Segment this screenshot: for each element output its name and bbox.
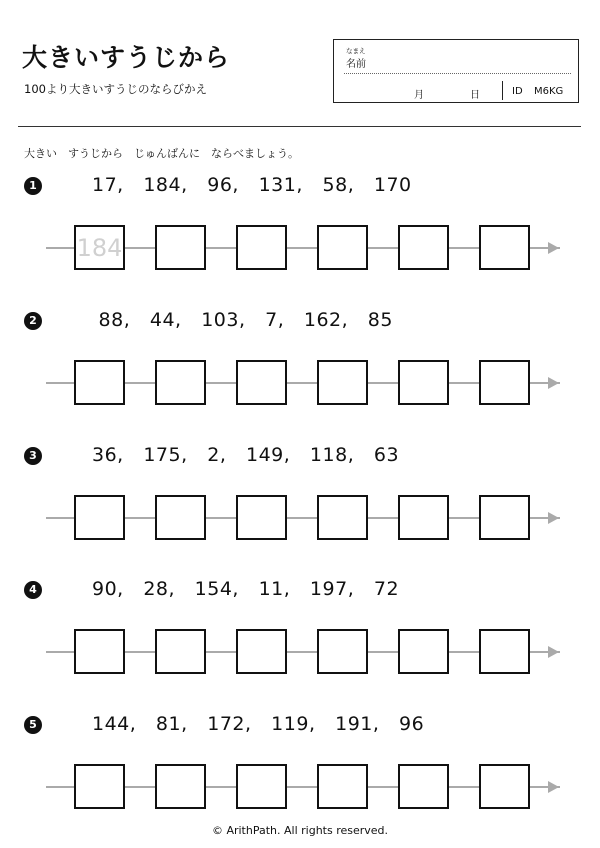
answer-box-5[interactable] bbox=[398, 764, 449, 809]
arrow-head bbox=[548, 377, 559, 389]
answer-box-1[interactable] bbox=[74, 764, 125, 809]
problem-2 bbox=[0, 305, 600, 405]
problem-number-badge: 3 bbox=[24, 447, 42, 465]
problem-numbers: 88, 44, 103, 7, 162, 85 bbox=[92, 309, 393, 331]
answer-box-6[interactable] bbox=[479, 495, 530, 540]
example-answer: 184 bbox=[76, 234, 123, 262]
problem-number-badge: 5 bbox=[24, 716, 42, 734]
page-title: 大きいすうじから bbox=[22, 43, 231, 72]
problem-numbers: 36, 175, 2, 149, 118, 63 bbox=[92, 444, 400, 466]
problem-number-badge: 1 bbox=[24, 177, 42, 195]
answer-box-2[interactable] bbox=[155, 764, 206, 809]
arrow-head bbox=[548, 646, 559, 658]
answer-box-4[interactable] bbox=[317, 764, 368, 809]
problem-number-badge: 2 bbox=[24, 312, 42, 330]
answer-box-5[interactable] bbox=[398, 225, 449, 270]
answer-box-1[interactable] bbox=[74, 629, 125, 674]
answer-box-2[interactable] bbox=[155, 360, 206, 405]
page-subtitle: 100より大きいすうじのならびかえ bbox=[24, 82, 207, 96]
answer-box-4[interactable] bbox=[317, 629, 368, 674]
answer-box-3[interactable] bbox=[236, 495, 287, 540]
answer-box-5[interactable] bbox=[398, 629, 449, 674]
answer-box-1[interactable] bbox=[74, 360, 125, 405]
answer-box-2[interactable] bbox=[155, 495, 206, 540]
id-label: ID bbox=[512, 86, 523, 97]
problem-numbers: 90, 28, 154, 11, 197, 72 bbox=[92, 578, 400, 600]
problem-5 bbox=[0, 709, 600, 809]
name-furigana: なまえ bbox=[346, 47, 366, 55]
arrow-head bbox=[548, 781, 559, 793]
answer-box-1[interactable] bbox=[74, 495, 125, 540]
answer-box-4[interactable] bbox=[317, 225, 368, 270]
arrow-head bbox=[548, 242, 559, 254]
header-divider bbox=[18, 126, 581, 127]
answer-box-1[interactable] bbox=[74, 225, 125, 270]
problem-number-badge: 4 bbox=[24, 581, 42, 599]
problem-1 bbox=[0, 170, 600, 270]
problem-4 bbox=[0, 574, 600, 674]
answer-box-4[interactable] bbox=[317, 495, 368, 540]
answer-box-3[interactable] bbox=[236, 629, 287, 674]
box-divider bbox=[502, 81, 503, 100]
answer-box-3[interactable] bbox=[236, 764, 287, 809]
answer-box-3[interactable] bbox=[236, 360, 287, 405]
name-write-line[interactable] bbox=[344, 73, 571, 74]
id-value: M6KG bbox=[534, 86, 564, 97]
copyright-footer: © ArithPath. All rights reserved. bbox=[211, 824, 389, 837]
name-label: 名前 bbox=[346, 59, 366, 70]
arrow-head bbox=[548, 512, 559, 524]
answer-box-5[interactable] bbox=[398, 495, 449, 540]
answer-box-2[interactable] bbox=[155, 225, 206, 270]
answer-box-6[interactable] bbox=[479, 629, 530, 674]
day-label: 日 bbox=[470, 90, 480, 101]
answer-box-5[interactable] bbox=[398, 360, 449, 405]
instruction-text: 大きい すうじから じゅんばんに ならべましょう。 bbox=[24, 147, 299, 160]
answer-box-6[interactable] bbox=[479, 764, 530, 809]
problem-3 bbox=[0, 440, 600, 540]
answer-box-2[interactable] bbox=[155, 629, 206, 674]
problem-numbers: 17, 184, 96, 131, 58, 170 bbox=[92, 174, 412, 196]
problem-numbers: 144, 81, 172, 119, 191, 96 bbox=[92, 713, 425, 735]
month-label: 月 bbox=[414, 90, 424, 101]
answer-box-6[interactable] bbox=[479, 225, 530, 270]
name-date-box bbox=[333, 39, 579, 103]
answer-box-4[interactable] bbox=[317, 360, 368, 405]
answer-box-3[interactable] bbox=[236, 225, 287, 270]
answer-box-6[interactable] bbox=[479, 360, 530, 405]
